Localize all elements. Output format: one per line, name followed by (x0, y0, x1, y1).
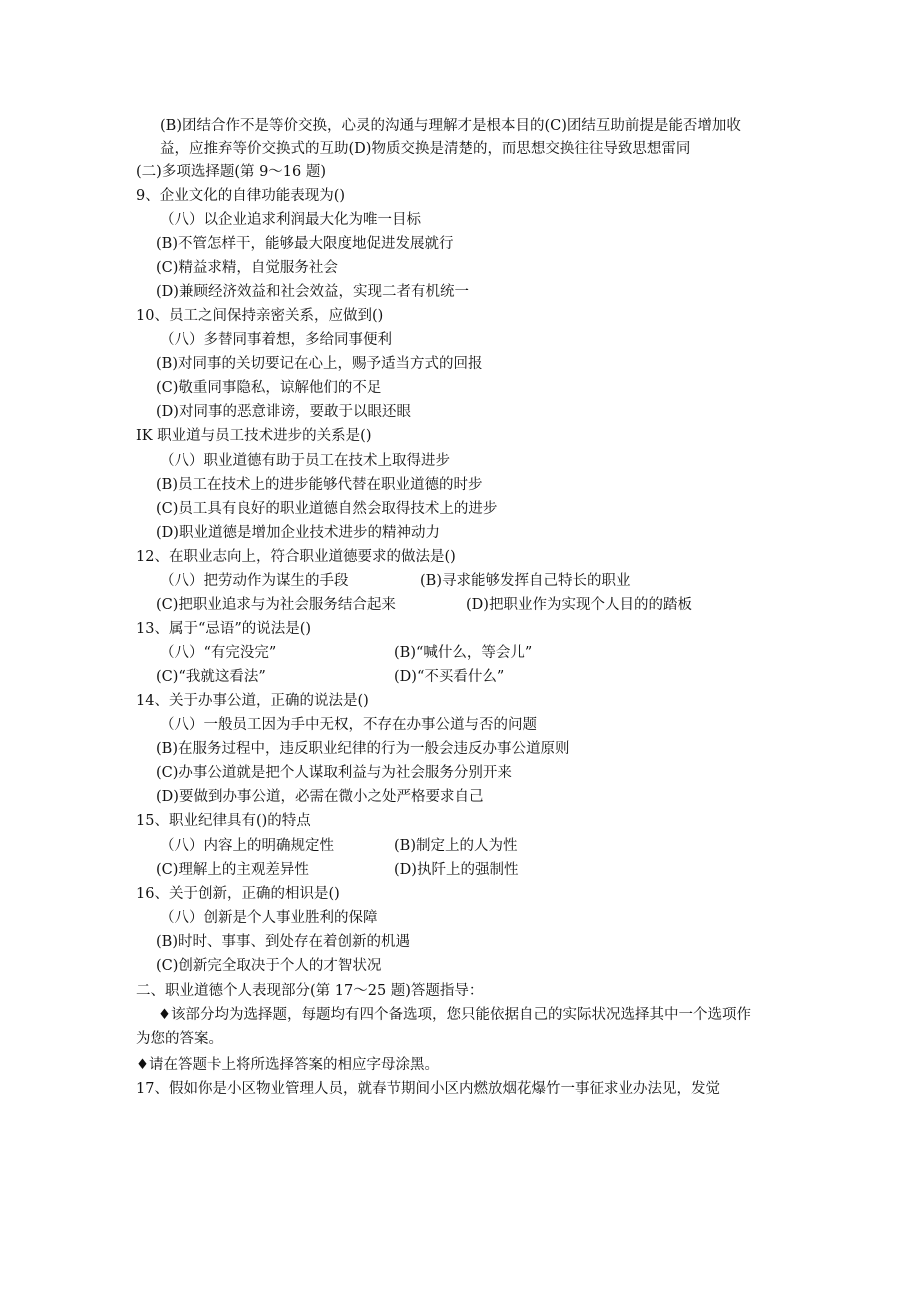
instruction-line: ♦该部分均为选择题，每题均有四个备选项，您只能依据自己的实际状况选择其中一个选项作 (158, 1007, 751, 1023)
question-13: 13、属于“忌语”的说法是() (136, 621, 312, 637)
option-d: (D)把职业作为实现个人目的的踏板 (466, 597, 692, 613)
option-c: (C)精益求精，自觉服务社会 (156, 260, 338, 276)
option-c: (C)创新完全取决于个人的才智状况 (156, 958, 382, 974)
option-d: (D)“不买看什么” (394, 669, 505, 685)
option-b: (B)“喊什么，等会儿” (394, 645, 533, 661)
option-c: (C)员工具有良好的职业道德自然会取得技术上的进步 (156, 501, 498, 517)
option-b: (B)在服务过程中，违反职业纪律的行为一般会违反办事公道原则 (156, 741, 570, 757)
question-15: 15、职业纪律具有()的特点 (136, 813, 311, 829)
option-b: (B)对同事的关切要记在心上，赐予适当方式的回报 (156, 356, 483, 372)
option-a: （八）以企业追求利润最大化为唯一目标 (160, 212, 421, 228)
question-12: 12、在职业志向上，符合职业道德要求的做法是() (136, 549, 456, 565)
option-a: （八）创新是个人事业胜利的保障 (160, 910, 378, 926)
option-b: (B)不管怎样干，能够最大限度地促进发展就行 (156, 236, 454, 252)
section-heading: (二)多项选择题(第 9〜16 题) (136, 164, 327, 180)
option-d: (D)兼顾经济效益和社会效益，实现二者有机统一 (156, 284, 469, 300)
question-10: 10、员工之间保持亲密关系，应做到() (136, 308, 384, 324)
text-line: 益，应推弃等价交换式的互助(D)物质交换是清楚的，而思想交换往往导致思想雷同 (160, 141, 691, 157)
option-c: (C)“我就这看法” (156, 669, 266, 685)
question-17: 17、假如你是小区物业管理人员，就春节期间小区内燃放烟花爆竹一事征求业办法见，发觉 (136, 1081, 720, 1097)
question-9: 9、企业文化的自律功能表现为() (136, 188, 346, 204)
option-c: (C)把职业追求与为社会服务结合起来 (156, 597, 396, 613)
instruction-line: 为您的答案。 (136, 1031, 223, 1047)
option-a: （八）把劳动作为谋生的手段 (160, 573, 349, 589)
option-b: (B)制定上的人为性 (394, 838, 518, 854)
option-d: (D)执阡上的强制性 (394, 862, 519, 878)
option-c: (C)敬重同事隐私，谅解他们的不足 (156, 380, 382, 396)
question-11: IK 职业道与员工技术进步的关系是() (136, 428, 372, 444)
option-a: （八）内容上的明确规定性 (160, 838, 334, 854)
option-c: (C)理解上的主观差异性 (156, 862, 309, 878)
text-line: (B)团结合作不是等价交换，心灵的沟通与理解才是根本目的(C)团结互助前提是能否增加收 (160, 118, 741, 134)
option-b: (B)寻求能够发挥自己特长的职业 (420, 573, 631, 589)
section-heading: 二、职业道德个人表现部分(第 17〜25 题)答题指导： (136, 983, 484, 999)
option-d: (D)要做到办事公道，必需在微小之处严格要求自己 (156, 789, 484, 805)
option-a: （八）一般员工因为手中无权，不存在办事公道与否的问题 (160, 717, 537, 733)
question-16: 16、关于创新，正确的相识是() (136, 886, 340, 902)
instruction-line: ♦请在答题卡上将所选择答案的相应字母涂黑。 (136, 1057, 439, 1073)
option-d: (D)职业道德是增加企业技术进步的精神动力 (156, 525, 440, 541)
question-14: 14、关于办事公道，正确的说法是() (136, 693, 369, 709)
option-a: （八）“有完没完” (160, 645, 277, 661)
option-d: (D)对同事的恶意诽谤，要敢于以眼还眼 (156, 404, 411, 420)
option-b: (B)时时、事事、到处存在着创新的机遇 (156, 934, 410, 950)
option-a: （八）职业道德有助于员工在技术上取得进步 (160, 453, 450, 469)
option-c: (C)办事公道就是把个人谋取利益与为社会服务分别开来 (156, 765, 512, 781)
option-b: (B)员工在技术上的进步能够代替在职业道德的时步 (156, 477, 483, 493)
option-a: （八）多替同事着想，多给同事便利 (160, 332, 392, 348)
